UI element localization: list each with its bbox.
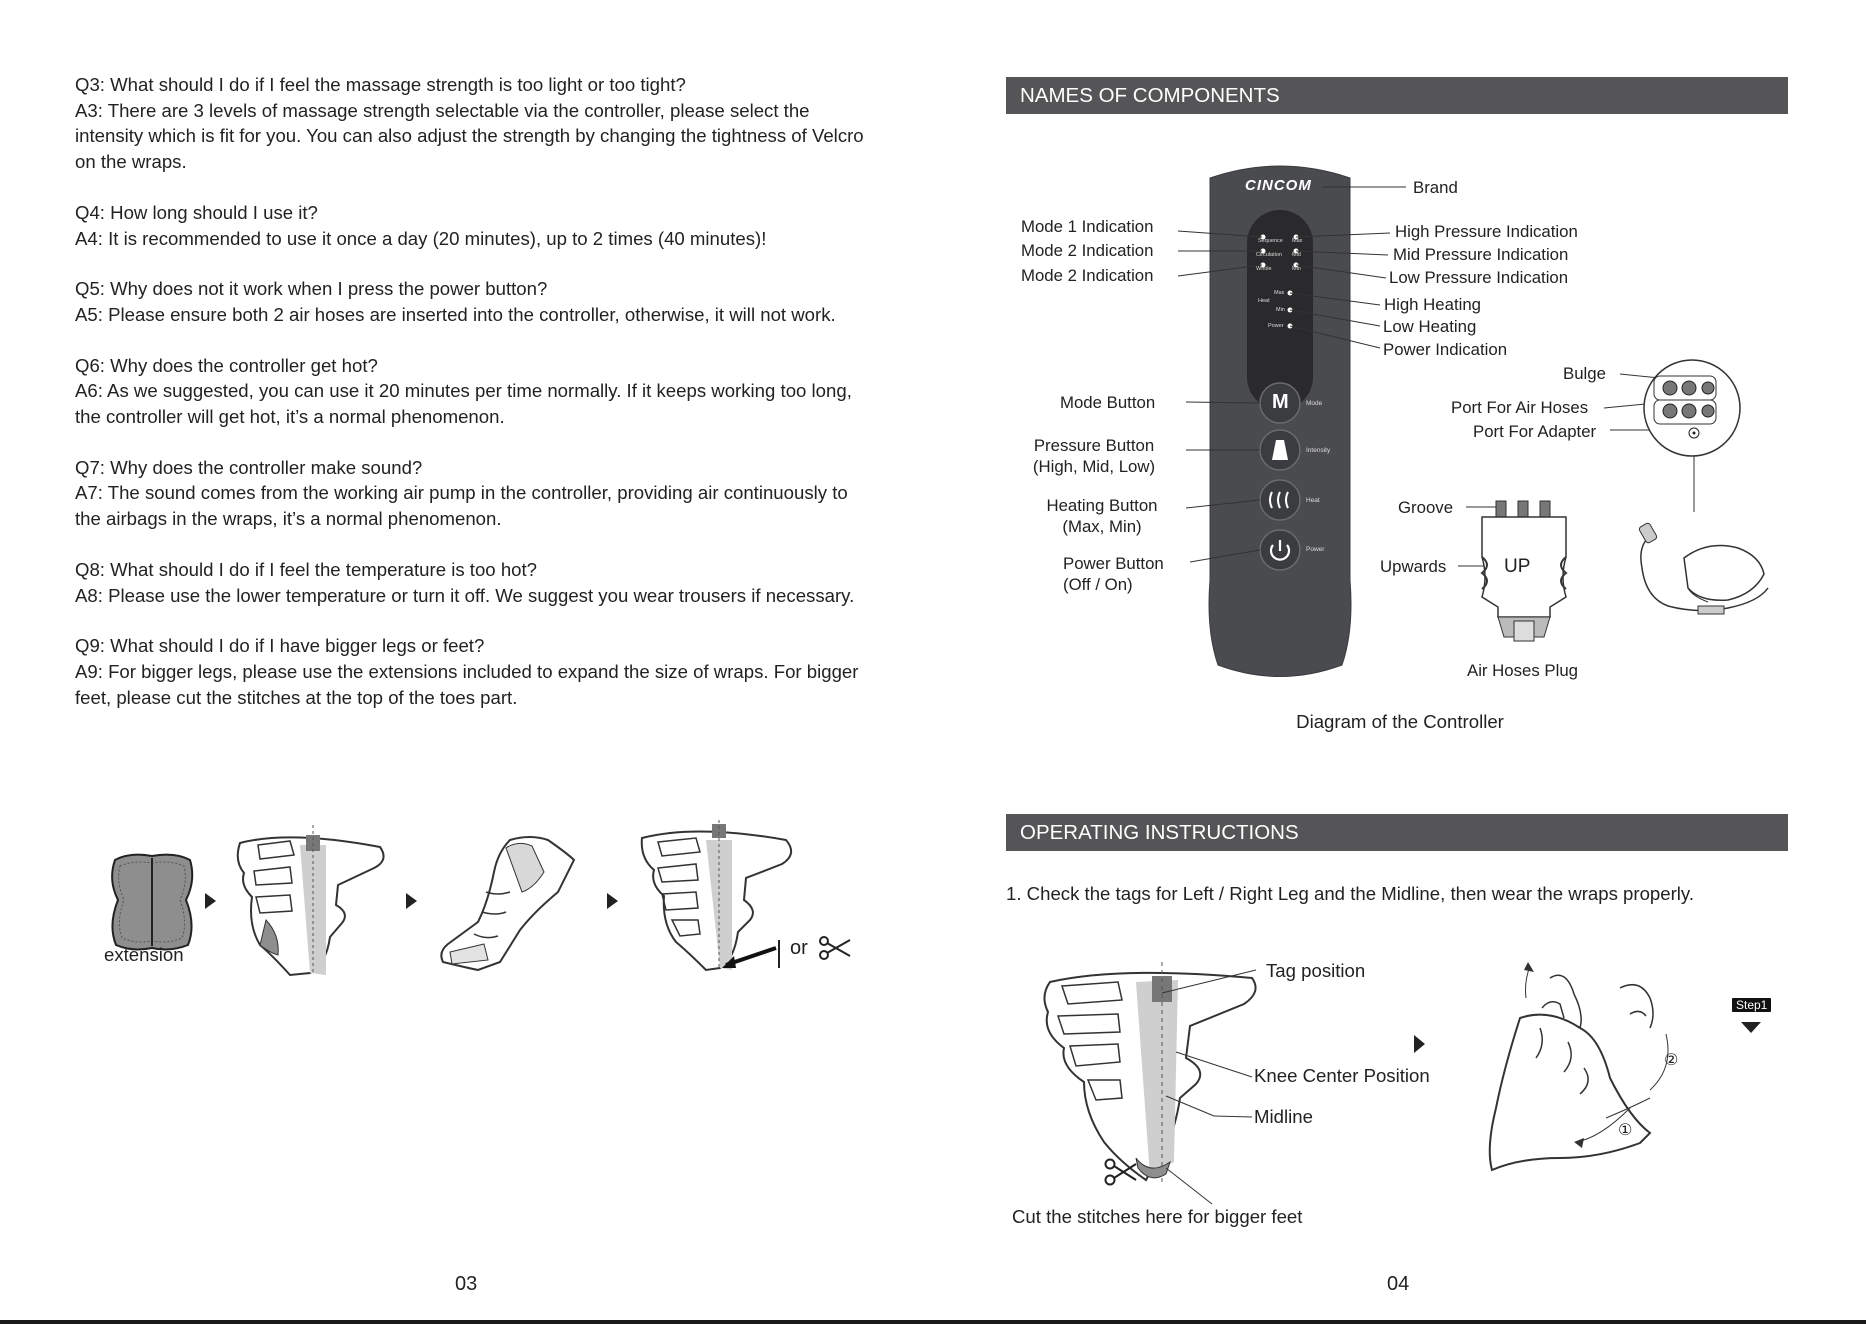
mini-label-intensity: Intensity <box>1306 447 1331 454</box>
mini-label-whole: Whole <box>1256 266 1272 272</box>
faq-answer: A7: The sound comes from the working air pump in the controller, providing air continuously to the airbags in the wraps, it’s a normal phenomenon. <box>75 482 848 530</box>
wearing-wrap-step-illustration <box>1480 958 1680 1168</box>
mini-label-mode: Mode <box>1306 400 1323 407</box>
faq-question: Q8: What should I do if I feel the temperature is too hot? <box>75 558 538 580</box>
faq-question: Q3: What should I do if I feel the massage strength is too light or too tight? <box>75 74 686 95</box>
page-number-left: 03 <box>455 1273 478 1295</box>
label-mode-button: Mode Button <box>1060 393 1156 412</box>
mini-label-power-button: Power <box>1306 546 1325 553</box>
faq-question: Q4: How long should I use it? <box>75 201 318 223</box>
mini-label-max: Max <box>1292 238 1303 244</box>
label-heating-button-line2: (Max, Min) <box>1062 517 1142 536</box>
mini-label-sequence: Sequence <box>1258 238 1283 244</box>
faq-answer: A9: For bigger legs, please use the extensions included to expand the size of wraps. For bigger feet, please cut the stitches at the top of the toes part. <box>75 660 859 708</box>
arrow-down-icon <box>1741 1022 1761 1034</box>
label-high-pressure: High Pressure Indication <box>1395 222 1578 241</box>
label-low-heating: Low Heating <box>1383 317 1477 336</box>
mini-label-heat: Heat <box>1258 298 1270 304</box>
faq-answer: A8: Please use the lower temperature or turn it off. We suggest you wear trousers if necessary. <box>75 584 855 606</box>
faq-question: Q7: Why does the controller make sound? <box>75 456 423 478</box>
label-brand: Brand <box>1413 178 1458 197</box>
faq-answer: A3: There are 3 levels of massage strength selectable via the controller, please select the intensity which is fit for you. You can also adjust the strength by changing the tightness of Velcro on the wraps. <box>75 99 864 173</box>
mode-button-glyph: M <box>1272 391 1289 413</box>
faq-question: Q9: What should I do if I have bigger legs or feet? <box>75 635 485 657</box>
up-mark: UP <box>1504 556 1531 577</box>
extension-label: extension <box>104 944 184 965</box>
label-mode2-indication-b: Mode 2 Indication <box>1021 266 1154 285</box>
mini-label-mid: Mid <box>1292 252 1301 258</box>
circle-number-2: ② <box>1664 1052 1679 1069</box>
label-power-button-line2: (Off / On) <box>1063 575 1133 594</box>
label-port-adapter: Port For Adapter <box>1473 422 1597 441</box>
mini-label-power: Power <box>1268 323 1284 329</box>
label-bulge: Bulge <box>1563 364 1606 383</box>
label-high-heating: High Heating <box>1384 295 1482 314</box>
mini-label-heat-button: Heat <box>1306 497 1320 504</box>
label-power-button-line1: Power Button <box>1063 554 1164 573</box>
label-cut-stitches: Cut the stitches here for bigger feet <box>1012 1206 1303 1227</box>
faq-answer: A4: It is recommended to use it once a day (20 minutes), up to 2 times (40 minutes)! <box>75 227 767 249</box>
mini-label-heat-min: Min <box>1276 307 1285 313</box>
step1-badge: Step1 <box>1732 998 1771 1012</box>
label-port-air-hoses: Port For Air Hoses <box>1451 398 1589 417</box>
label-midline: Midline <box>1254 1106 1313 1127</box>
page-bottom-rule <box>0 1320 1866 1324</box>
faq-question: Q5: Why does not it work when I press the power button? <box>75 278 548 300</box>
label-heating-button-line1: Heating Button <box>1046 496 1158 515</box>
label-groove: Groove <box>1398 498 1454 517</box>
label-tag-position: Tag position <box>1266 960 1366 981</box>
label-pressure-button-line1: Pressure Button <box>1033 436 1155 455</box>
instructions-section-header: OPERATING INSTRUCTIONS <box>1006 814 1788 851</box>
label-pressure-button-line2: (High, Mid, Low) <box>1032 457 1156 476</box>
label-mode1-indication: Mode 1 Indication <box>1021 217 1154 236</box>
brand-logo: CINCOM <box>1245 177 1312 194</box>
label-air-hoses-plug: Air Hoses Plug <box>1467 661 1578 680</box>
label-mid-pressure: Mid Pressure Indication <box>1393 245 1569 264</box>
label-knee-center: Knee Center Position <box>1254 1065 1430 1086</box>
mini-label-heat-max: Max <box>1274 290 1285 296</box>
label-mode2-indication-a: Mode 2 Indication <box>1021 241 1154 260</box>
scissors-icon <box>1102 1158 1138 1186</box>
mini-label-circulation: Circulation <box>1256 252 1282 258</box>
faq-question: Q6: Why does the controller get hot? <box>75 354 378 376</box>
arrow-right-icon <box>1414 1035 1426 1053</box>
or-label: or <box>790 937 808 959</box>
circle-number-1: ① <box>1618 1122 1633 1139</box>
faq-answer: A5: Please ensure both 2 air hoses are inserted into the controller, otherwise, it will not work. <box>75 303 836 325</box>
label-upwards: Upwards <box>1380 557 1447 576</box>
step1-instruction: 1. Check the tags for Left / Right Leg and the Midline, then wear the wraps properly. <box>1006 883 1695 904</box>
label-low-pressure: Low Pressure Indication <box>1389 268 1569 287</box>
mini-label-min: Min <box>1292 266 1301 272</box>
page-number-right: 04 <box>1387 1273 1410 1295</box>
controller-diagram-caption: Diagram of the Controller <box>1296 711 1504 732</box>
label-power-indication: Power Indication <box>1383 340 1508 359</box>
components-section-header: NAMES OF COMPONENTS <box>1006 77 1788 114</box>
faq-answer: A6: As we suggested, you can use it 20 minutes per time normally. If it keeps working too long, the controller will get hot, it’s a normal phenomenon. <box>75 380 852 428</box>
